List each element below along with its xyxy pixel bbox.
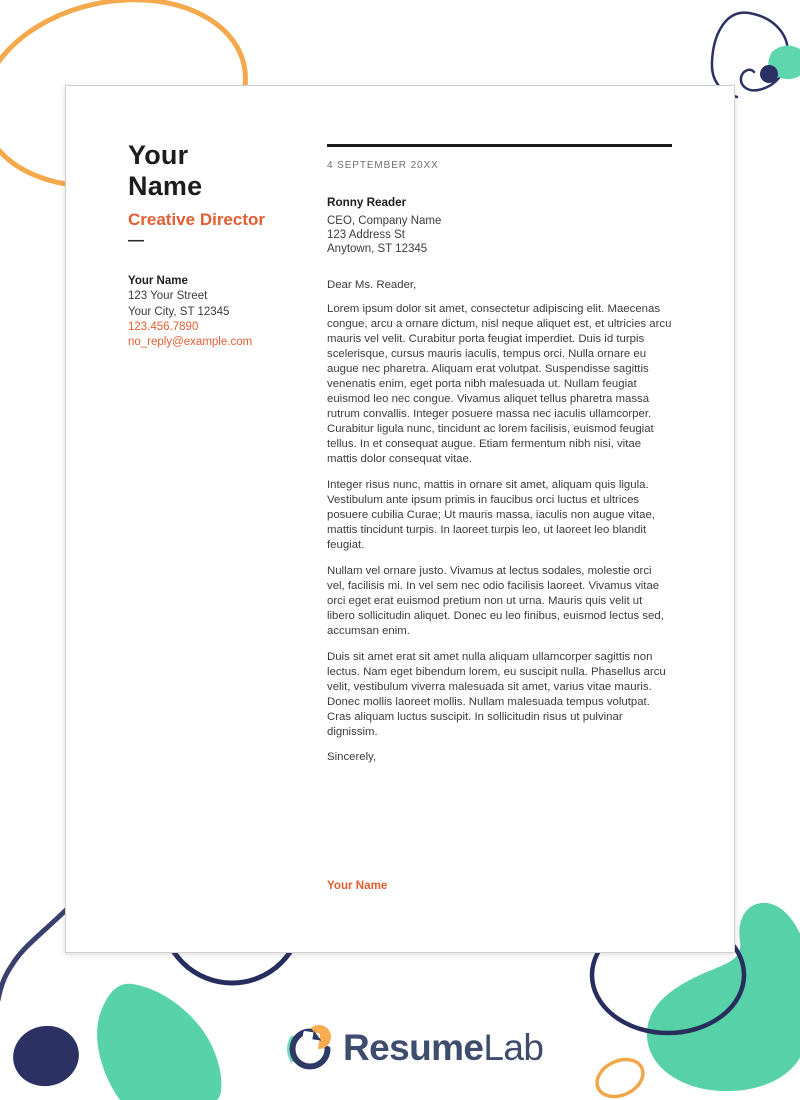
body-paragraph-1: Lorem ipsum dolor sit amet, consectetur adipiscing elit. Maecenas congue, arcu a ornare dictum, nisl neque aliquet est, et ultricies arcu mauris vel velit. Curabitur porta feugiat imperdiet. Duis id turpis scelerisque, cursus mauris iaculis, tempus orci. Nulla ornare eu augue nec pharetra. Aliquam erat volutpat. Suspendisse sagittis venenatis enim, eget porta nibh malesuada ut. Nullam feugiat euismod leo nec congue. Vivamus aliquet tellus pharetra massa rutrum convallis. Integer posuere massa nec iaculis ullamcorper. Curabitur ligula nunc, tincidunt ac lorem facilisis, euismod feugiat tellus. In et consequat augue. Etiam fermentum nibh nisi, vitae mattis dolor consequat vitae.: [327, 303, 672, 465]
body-paragraph-3: Nullam vel ornare justo. Vivamus at lectus sodales, molestie orci vel, facilisis mi. In vel sem nec odio facilisis laoreet. Vivamus vitae orci eget erat euismod pretium non ut urna. Mauris quis velit ut libero sollicitudin aliquet. Donec eu leo finibus, euismod lectus sed, accumsan enim.: [327, 565, 664, 637]
wordmark-lab: Lab: [483, 1027, 544, 1068]
resumelab-logo-icon: [286, 1023, 334, 1073]
recipient-title: CEO, Company Name: [327, 215, 442, 227]
applicant-name-line1: Your: [128, 140, 189, 170]
letter-sidebar: [128, 140, 318, 350]
decor-top-right-navy-dot-icon: [760, 65, 778, 83]
recipient-address1: 123 Address St: [327, 229, 405, 241]
cover-letter-page: [65, 85, 735, 953]
body-paragraph-4: Duis sit amet erat sit amet nulla aliquam ullamcorper sagittis non lectus. Nam eget bibendum lorem, eu suscipit nulla. Phasellus arcu velit, vestibulum viverra malesuada sit amet, varius vitae mauris. Donec mollis laoreet mollis. Nullam malesuada tempus volutpat. Cras aliquam luctus suscipit. In sollicitudin risus ut pulvinar dignissim.: [327, 651, 666, 738]
wordmark-resume: Resume: [343, 1027, 484, 1068]
applicant-name-line2: Name: [128, 171, 203, 201]
decor-bottom-left-navy-line-icon: [0, 910, 66, 1000]
contact-name: Your Name: [128, 275, 188, 287]
decor-bottom-left-navy-blob-icon: [7, 1020, 84, 1092]
contact-city: Your City, ST 12345: [128, 305, 230, 318]
decor-bottom-right-yellow-egg-icon: [591, 1052, 649, 1100]
decorative-dash: —: [128, 232, 144, 249]
letter-body-column: [327, 144, 672, 892]
letter-date: 4 SEPTEMBER 20XX: [327, 160, 439, 171]
decor-bottom-left-teal-blob-icon: [97, 984, 221, 1100]
recipient-name: Ronny Reader: [327, 196, 407, 209]
contact-street: 123 Your Street: [128, 290, 208, 303]
closing: Sincerely,: [327, 751, 377, 763]
body-paragraph-2: Integer risus nunc, mattis in ornare sit amet, aliquam quis ligula. Vestibulum ante ipsum primis in faucibus orci luctus et ultrices posuere cubilia Curae; Ut mauris massa, iaculis non augue vitae, mattis tincidunt turpis. In laoreet turpis leo, ut laoreet leo blandit feugiat.: [327, 479, 655, 551]
applicant-job-title: Creative Director: [128, 210, 266, 229]
recipient-block: [327, 196, 672, 256]
salutation: Dear Ms. Reader,: [327, 279, 417, 291]
recipient-address2: Anytown, ST 12345: [327, 243, 428, 255]
contact-phone: 123.456.7890: [128, 320, 199, 333]
resumelab-wordmark: [343, 1022, 543, 1074]
resumelab-logo[interactable]: [286, 1022, 543, 1074]
header-rule: [327, 144, 672, 147]
contact-email: no_reply@example.com: [128, 336, 253, 349]
signature-name: Your Name: [327, 879, 388, 892]
